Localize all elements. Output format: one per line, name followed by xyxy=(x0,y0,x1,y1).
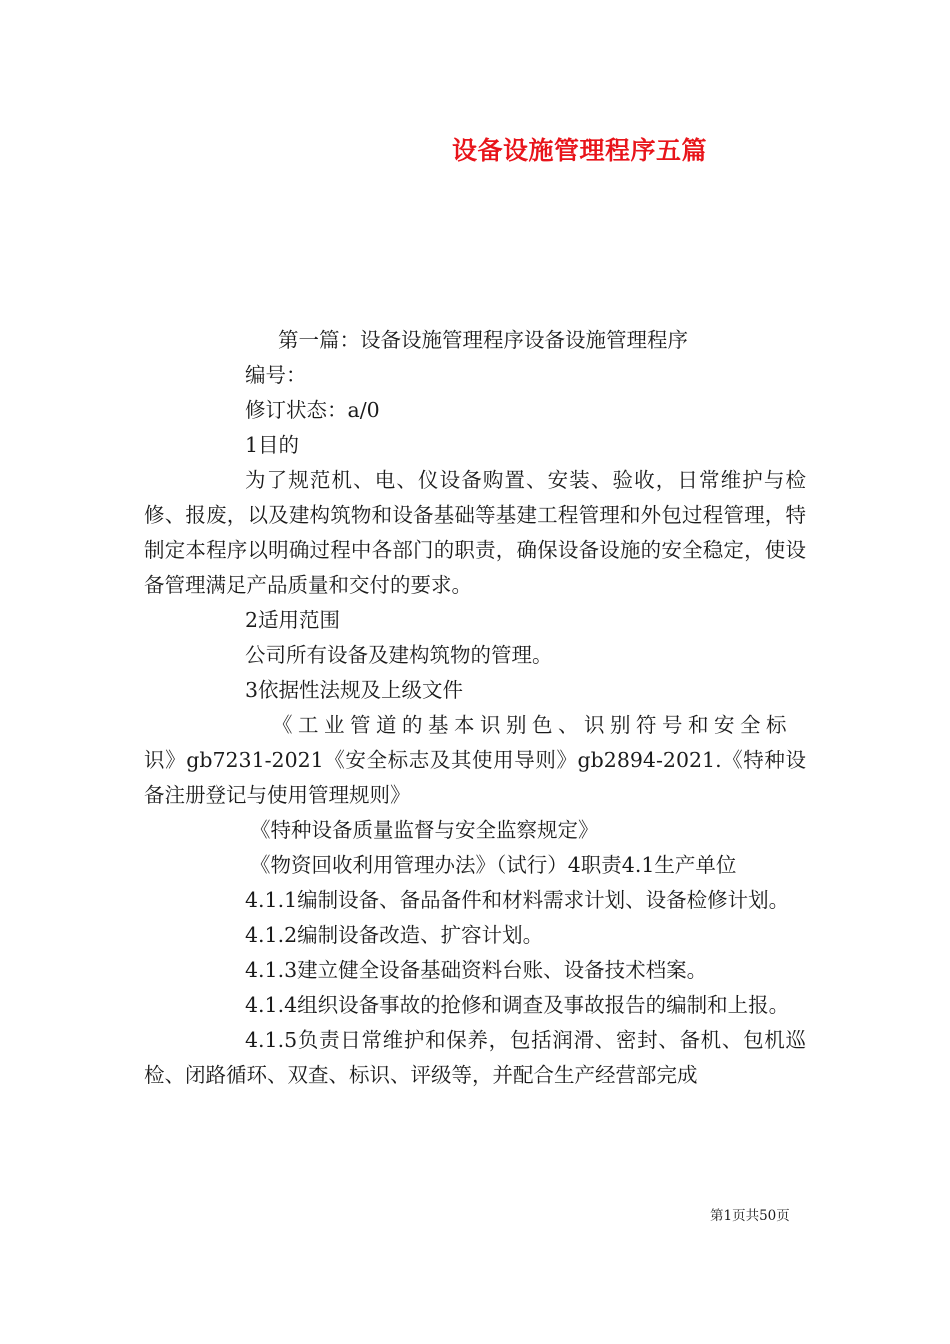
item-4-1-2: 4.1.2编制设备改造、扩容计划。 xyxy=(245,923,544,947)
document-title: 设备设施管理程序五篇 xyxy=(452,136,708,165)
section-purpose-text: 为了规范机、电、仪设备购置、安装、验收，日常维护与检修、报废，以及建构筑物和设备基础等基建工程管理和外包过程管理，特制定本程序以明确过程中各部门的职责，确保设备设施的安全稳定，使设备管理满足产品质量和交付的要求。 xyxy=(144,468,806,597)
item-4-1-5: 4.1.5负责日常维护和保养，包括润滑、密封、备机、包机巡检、闭路循环、双查、标识、评级等，并配合生产经营部完成 xyxy=(144,1028,806,1087)
item-4-1-3: 4.1.3建立健全设备基础资料台账、设备技术档案。 xyxy=(245,958,708,982)
section-heading-scope: 2适用范围 xyxy=(245,608,341,632)
document-body xyxy=(144,323,806,1093)
section-heading-purpose: 1目的 xyxy=(245,433,300,457)
document-code: 编号： xyxy=(245,363,307,387)
section-scope-text: 公司所有设备及建构筑物的管理。 xyxy=(245,643,553,667)
chapter-heading: 第一篇：设备设施管理程序设备设施管理程序 xyxy=(278,328,688,352)
reference-text-first-line: 《工业管道的基本识别色、识别符号和安全标 xyxy=(272,713,792,737)
reference-special-equipment: 《特种设备质量监督与安全监察规定》 xyxy=(250,818,599,842)
page-number-footer: 第1页共50页 xyxy=(710,1208,790,1224)
revision-status: 修订状态：a/0 xyxy=(245,398,380,422)
reference-text: 识》gb7231-2021《安全标志及其使用导则》gb2894-2021.《特种设备注册登记与使用管理规则》 xyxy=(144,748,806,807)
item-4-1-4: 4.1.4组织设备事故的抢修和调查及事故报告的编制和上报。 xyxy=(245,993,790,1017)
item-4-1-1: 4.1.1编制设备、备品备件和材料需求计划、设备检修计划。 xyxy=(245,888,790,912)
reference-material-recycling: 《物资回收利用管理办法》（试行）4职责4.1生产单位 xyxy=(250,853,737,877)
section-heading-references: 3依据性法规及上级文件 xyxy=(245,678,464,702)
